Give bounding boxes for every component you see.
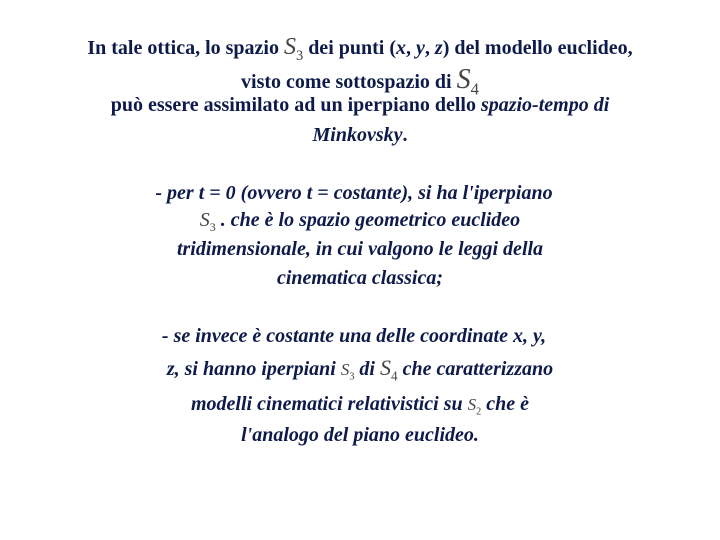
text: In tale ottica, lo spazio xyxy=(87,37,279,59)
text: l'analogo del piano euclideo. xyxy=(241,424,479,446)
text: che caratterizzano xyxy=(402,358,554,380)
y-variable: y xyxy=(416,37,425,59)
text: visto come sottospazio di xyxy=(241,71,452,93)
paragraph-3-line-3 xyxy=(0,393,720,417)
text: - se invece è costante una delle coordinate x, y, xyxy=(161,325,547,347)
text: dei punti ( xyxy=(308,37,396,59)
paragraph-2-line-2 xyxy=(0,209,720,235)
paragraph-1-line-3 xyxy=(0,94,720,117)
text: ) del modello euclideo, xyxy=(442,37,633,59)
x-variable: x xyxy=(396,37,406,59)
text: spazio-tempo di xyxy=(480,94,610,116)
paragraph-1-line-1: In tale ottica, lo spazio $S_3$ dei punti (x, y, z) del modello euclideo, xyxy=(87,34,633,64)
text: - per t = 0 (ovvero t = costante), si ha l'iperpiano xyxy=(155,182,553,204)
minkovsky-text: Minkovsky xyxy=(312,124,403,146)
text: può essere assimilato ad un iperpiano dello xyxy=(110,94,476,116)
text: modelli cinematici relativistici su xyxy=(191,393,463,415)
s3-symbol: $S_3$ xyxy=(283,34,304,64)
paragraph-2-line-4 xyxy=(0,267,720,290)
text: che è xyxy=(486,393,529,415)
text: tridimensionale, in cui valgono le leggi della xyxy=(176,238,544,260)
text: di xyxy=(359,358,375,380)
text: z, si hanno iperpiani xyxy=(166,358,336,380)
s4-symbol: $S_4$ xyxy=(456,64,479,99)
s2-symbol: $S_2$ xyxy=(467,395,482,418)
z-variable: z xyxy=(434,37,443,59)
paragraph-1-line-4: Minkovsky. xyxy=(312,124,408,146)
s4-symbol: $S_4$ xyxy=(379,355,398,384)
s3-symbol: $S_3$ xyxy=(199,209,216,234)
paragraph-2-line-1 xyxy=(0,182,714,205)
paragraph-3-line-4 xyxy=(0,424,720,447)
text: cinematica classica; xyxy=(276,267,444,289)
paragraph-3-line-1 xyxy=(0,325,714,348)
s3-symbol: $S_3$ xyxy=(340,360,355,383)
text: . che è lo spazio geometrico euclideo xyxy=(220,209,521,231)
paragraph-2-line-3 xyxy=(0,238,720,261)
paragraph-3-line-2 xyxy=(0,355,720,384)
